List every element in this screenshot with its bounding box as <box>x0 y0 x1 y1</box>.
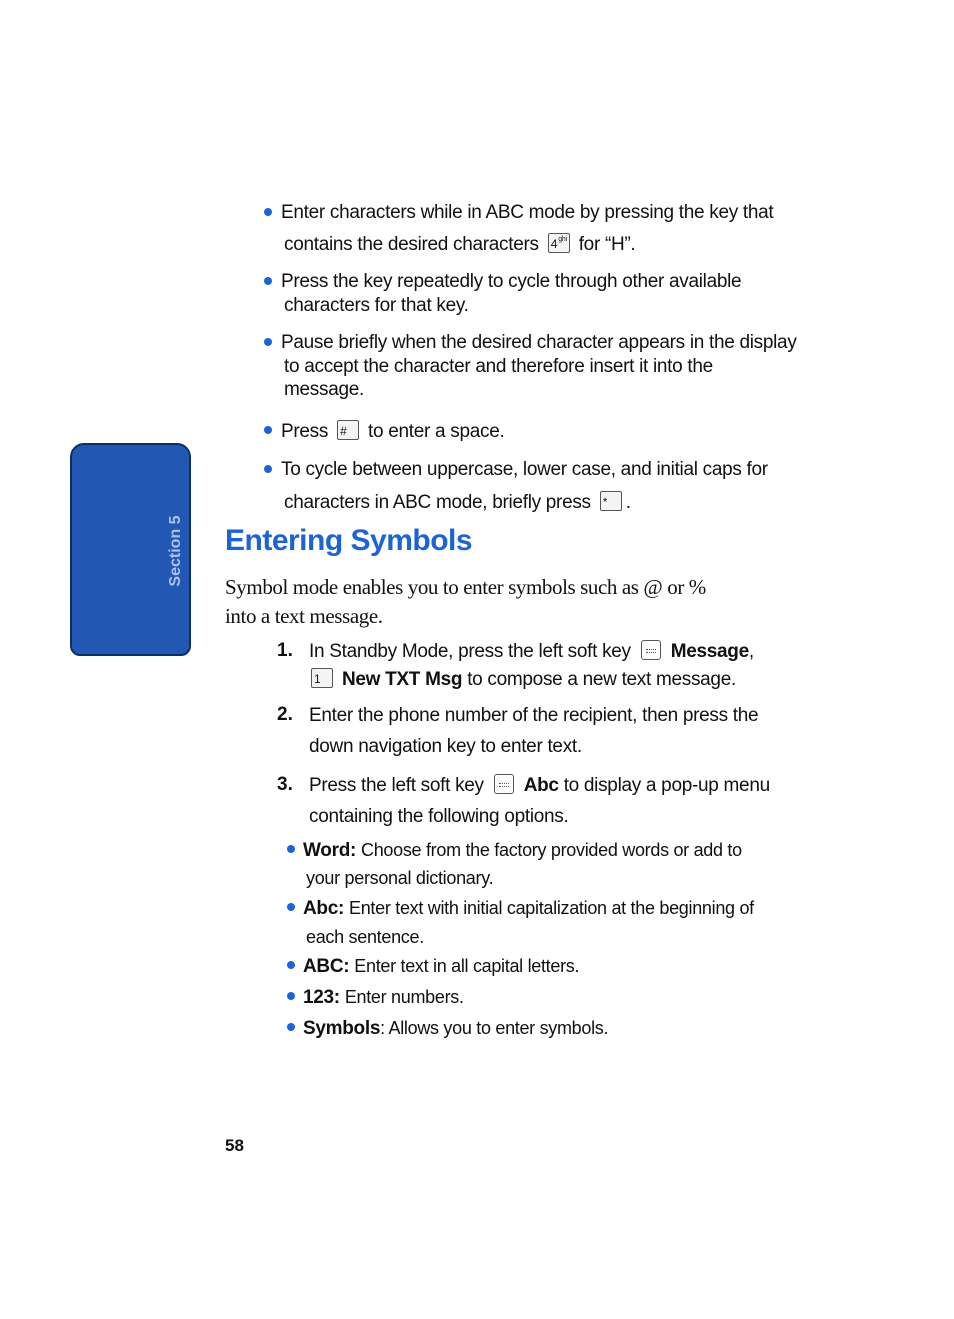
bullet-dot <box>264 208 272 216</box>
bullet-dot <box>264 426 272 434</box>
step-number: 1. <box>277 640 293 661</box>
bullet-dot <box>287 961 295 969</box>
intro-paragraph-line: into a text message. <box>225 604 383 628</box>
option-item-line: each sentence. <box>306 927 424 947</box>
star-key-icon: * <box>600 491 622 511</box>
bullet-dot <box>264 338 272 346</box>
bullet-text-line: to accept the character and therefore insert it into the <box>284 356 713 377</box>
option-item: ABC: Enter text in all capital letters. <box>303 956 580 977</box>
intro-paragraph: Symbol mode enables you to enter symbols such as @ or % <box>225 575 706 599</box>
bullet-text-line: characters in ABC mode, briefly press * . <box>284 492 631 513</box>
section-heading: Entering Symbols <box>225 524 473 557</box>
pound-key-icon: # <box>337 420 359 440</box>
option-item-line: your personal dictionary. <box>306 868 494 888</box>
step-text: In Standby Mode, press the left soft key Message, <box>309 641 754 662</box>
key-1-icon: 1 <box>311 668 333 688</box>
step-number: 2. <box>277 704 293 725</box>
option-item: Symbols: Allows you to enter symbols. <box>303 1018 609 1039</box>
bullet-text: To cycle between uppercase, lower case, and initial caps for <box>281 459 768 480</box>
step-text-line: down navigation key to enter text. <box>309 736 582 757</box>
option-item: Abc: Enter text with initial capitalization at the beginning of <box>303 898 754 919</box>
left-soft-key-icon <box>494 774 514 794</box>
bullet-text-line: characters for that key. <box>284 295 469 316</box>
page-number: 58 <box>225 1136 244 1155</box>
step-text-line: 1 New TXT Msg to compose a new text message. <box>309 668 736 692</box>
key-4-icon: 4 ghi <box>548 233 570 253</box>
bullet-dot <box>287 992 295 1000</box>
step-text-line: containing the following options. <box>309 806 569 827</box>
bullet-dot <box>264 277 272 285</box>
bullet-dot <box>287 845 295 853</box>
bullet-text: Enter characters while in ABC mode by pressing the key that <box>281 202 774 223</box>
bullet-text-line: contains the desired characters 4 ghi for “H”. <box>284 234 636 255</box>
bullet-text-line: Press # to enter a space. <box>281 421 505 442</box>
bullet-dot <box>287 903 295 911</box>
bullet-text: Pause briefly when the desired character appears in the display <box>281 332 797 353</box>
section-label: Section 5 <box>167 515 184 587</box>
left-soft-key-icon <box>641 640 661 660</box>
option-item: Word: Choose from the factory provided words or add to <box>303 840 742 861</box>
bullet-dot <box>287 1023 295 1031</box>
bullet-dot <box>264 465 272 473</box>
step-text: Enter the phone number of the recipient, then press the <box>309 705 759 726</box>
step-text: Press the left soft key Abc to display a pop-up menu <box>309 775 770 796</box>
option-item: 123: Enter numbers. <box>303 987 464 1008</box>
step-number: 3. <box>277 774 293 795</box>
bullet-text: Press the key repeatedly to cycle through other available <box>281 271 742 292</box>
bullet-text-line: message. <box>284 379 364 400</box>
